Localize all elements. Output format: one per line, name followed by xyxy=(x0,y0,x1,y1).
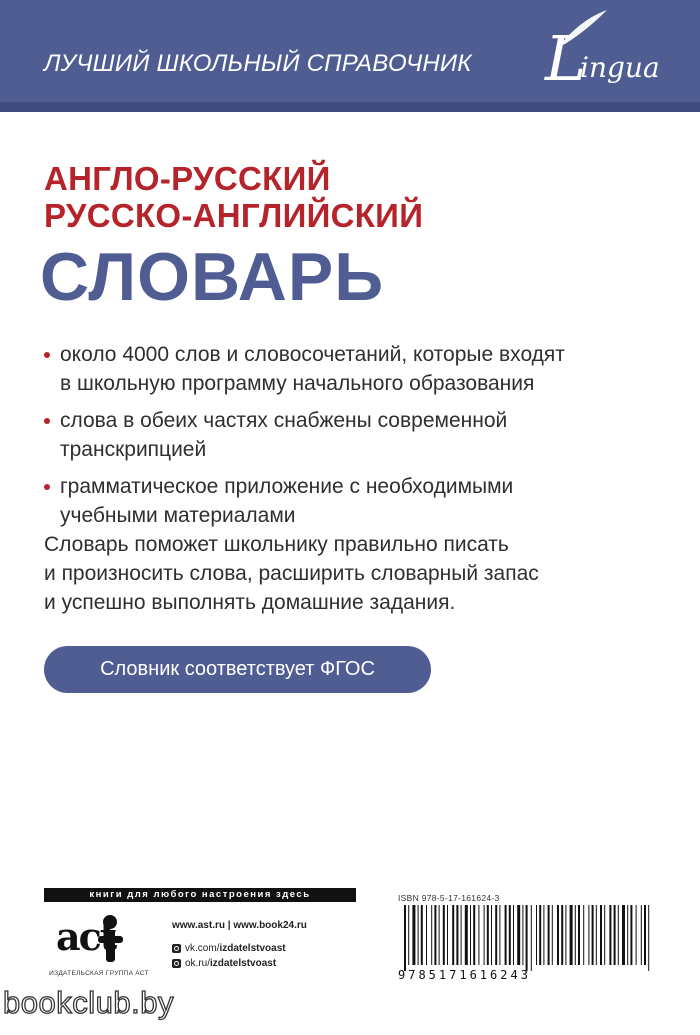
feature-list xyxy=(44,340,684,538)
list-item xyxy=(44,340,684,398)
fgos-badge: Словник соответствует ФГОС xyxy=(44,646,431,693)
vk-prefix: vk.com/ xyxy=(185,943,220,954)
websites-link[interactable]: www.ast.ru | www.book24.ru xyxy=(172,920,307,931)
ok-prefix: ok.ru/ xyxy=(185,958,211,969)
ok-row[interactable] xyxy=(172,956,307,971)
publisher-logo-text: act xyxy=(56,914,116,959)
isbn-barcode xyxy=(398,905,658,975)
list-item-line: учебными материалами xyxy=(60,504,296,527)
list-item-line: в школьную программу начального образования xyxy=(60,372,535,395)
lingua-logo xyxy=(545,8,685,103)
list-item-line: грамматическое приложение с необходимыми xyxy=(60,475,514,498)
list-item-line: около 4000 слов и словосочетаний, которые входят xyxy=(60,343,565,366)
watermark: bookclub.by xyxy=(3,985,174,1020)
vk-handle: izdatelstvoast xyxy=(219,943,286,954)
websites-row xyxy=(172,918,307,933)
list-item xyxy=(44,406,684,464)
vk-row[interactable] xyxy=(172,941,307,956)
list-item xyxy=(44,472,684,530)
list-item-line: транскрипцией xyxy=(60,438,207,461)
description-line: и произносить слова, расширить словарный запас xyxy=(44,562,539,585)
vk-icon xyxy=(172,944,181,953)
description-line: и успешно выполнять домашние задания. xyxy=(44,591,456,614)
description-line: Словарь поможет школьнику правильно писать xyxy=(44,533,509,556)
bullet-dot-icon xyxy=(44,418,50,424)
isbn-text: ISBN 978-5-17-161624-3 xyxy=(398,893,500,903)
bullet-dot-icon xyxy=(44,484,50,490)
list-item-line: слова в обеих частях снабжены современной xyxy=(60,409,508,432)
publisher-slogan-bar: книги для любого настроения здесь xyxy=(44,888,356,902)
main-title: СЛОВАРЬ xyxy=(40,239,385,315)
header-band-shade xyxy=(0,102,700,112)
series-title: ЛУЧШИЙ ШКОЛЬНЫЙ СПРАВОЧНИК xyxy=(44,50,472,77)
title-line-1: АНГЛО-РУССКИЙ xyxy=(44,160,331,197)
logo-initial: L xyxy=(545,22,587,95)
publisher-name: ИЗДАТЕЛЬСКАЯ ГРУППА АСТ xyxy=(49,970,149,977)
barcode-digits: 9785171616243 xyxy=(398,968,531,982)
bullet-dot-icon xyxy=(44,352,50,358)
publisher-links xyxy=(172,918,307,971)
description-paragraph xyxy=(44,530,694,617)
series-header-band xyxy=(0,0,700,112)
title-line-2: РУССКО-АНГЛИЙСКИЙ xyxy=(44,197,424,234)
ok-handle: izdatelstvoast xyxy=(210,958,277,969)
ok-icon xyxy=(172,959,181,968)
logo-wordmark: ingua xyxy=(580,51,660,84)
